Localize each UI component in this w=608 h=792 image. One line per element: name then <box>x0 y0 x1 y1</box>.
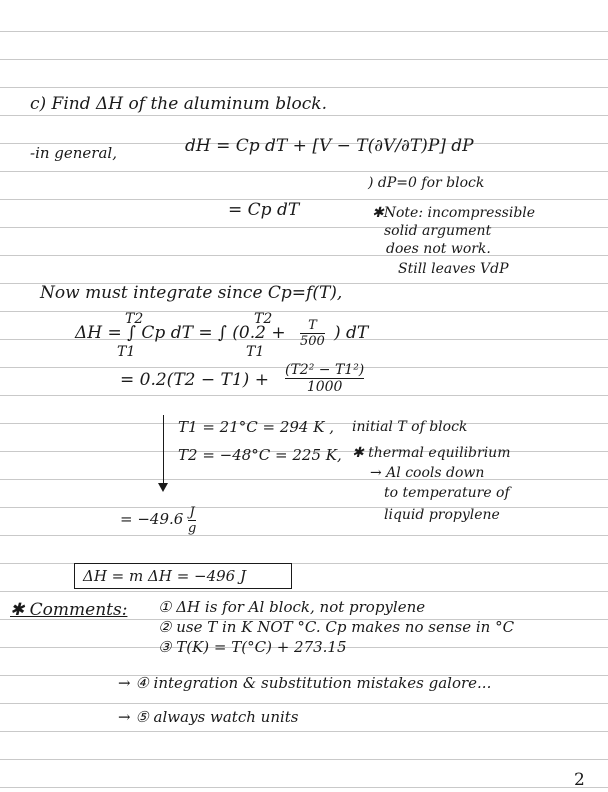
comment-4: → ④ integration & substitution mistakes galore... <box>118 674 492 692</box>
integral-expression: ΔH = ∫ Cp dT = ∫ (0.2 + <box>75 323 286 343</box>
comment-2: ② use T in K NOT °C. Cp makes no sense in °C <box>158 618 515 636</box>
t2-value: T2 = −48°C = 225 K, <box>178 446 342 464</box>
note-line-4: Still leaves VdP <box>398 261 509 277</box>
part-c-title: c) Find ΔH of the aluminum block. <box>30 94 327 114</box>
answer-value: = −49.6 <box>120 510 184 528</box>
al-note-2: to temperature of <box>384 485 510 501</box>
integrate-intro: Now must integrate since Cp=f(T), <box>40 283 343 303</box>
comment-3: ③ T(K) = T(°C) + 273.15 <box>158 638 347 656</box>
comment-5: → ⑤ always watch units <box>118 708 299 726</box>
integral-fraction-den: 500 <box>300 334 325 349</box>
comment-1: ① ΔH is for Al block, not propylene <box>158 598 426 616</box>
note-line-3: does not work. <box>386 241 491 257</box>
limit-lower-1: T1 <box>117 344 136 360</box>
integral-tail: ) dT <box>334 323 369 343</box>
al-note-3: liquid propylene <box>384 507 500 523</box>
note-line-2: solid argument <box>384 223 492 239</box>
integral-fraction-num: T <box>308 318 317 333</box>
result-fraction <box>285 362 364 395</box>
dp-zero-note: ) dP=0 for block <box>368 175 485 191</box>
comments-label: ✱ Comments: <box>10 600 128 620</box>
answer-unit-den: g <box>188 521 197 536</box>
answer-unit <box>188 505 196 536</box>
t2-note: ✱ thermal equilibrium <box>352 445 511 461</box>
limit-lower-2: T1 <box>246 344 265 360</box>
boxed-answer-text: ΔH = m ΔH = −496 J <box>83 567 247 585</box>
result-expression: = 0.2(T2 − T1) + <box>120 370 269 390</box>
al-note-1: → Al cools down <box>370 465 485 481</box>
reduced-equation: = Cp dT <box>228 200 300 220</box>
note-line-1: ✱Note: incompressible <box>372 205 536 221</box>
limit-upper-1: T2 <box>125 311 144 327</box>
result-fraction-num: (T2² − T1²) <box>285 362 365 378</box>
t1-value: T1 = 21°C = 294 K , <box>178 418 334 436</box>
page-number: 2 <box>574 770 585 790</box>
t1-note: initial T of block <box>352 419 468 435</box>
answer-unit-num: J <box>189 505 195 520</box>
down-arrow-icon <box>163 415 164 490</box>
boxed-answer <box>74 563 292 589</box>
result-fraction-den: 1000 <box>306 379 343 395</box>
integral-fraction <box>300 318 325 349</box>
general-equation: dH = Cp dT + [V − T(∂V/∂T)P] dP <box>185 136 474 156</box>
general-label: -in general, <box>30 144 117 162</box>
limit-upper-2: T2 <box>254 311 273 327</box>
